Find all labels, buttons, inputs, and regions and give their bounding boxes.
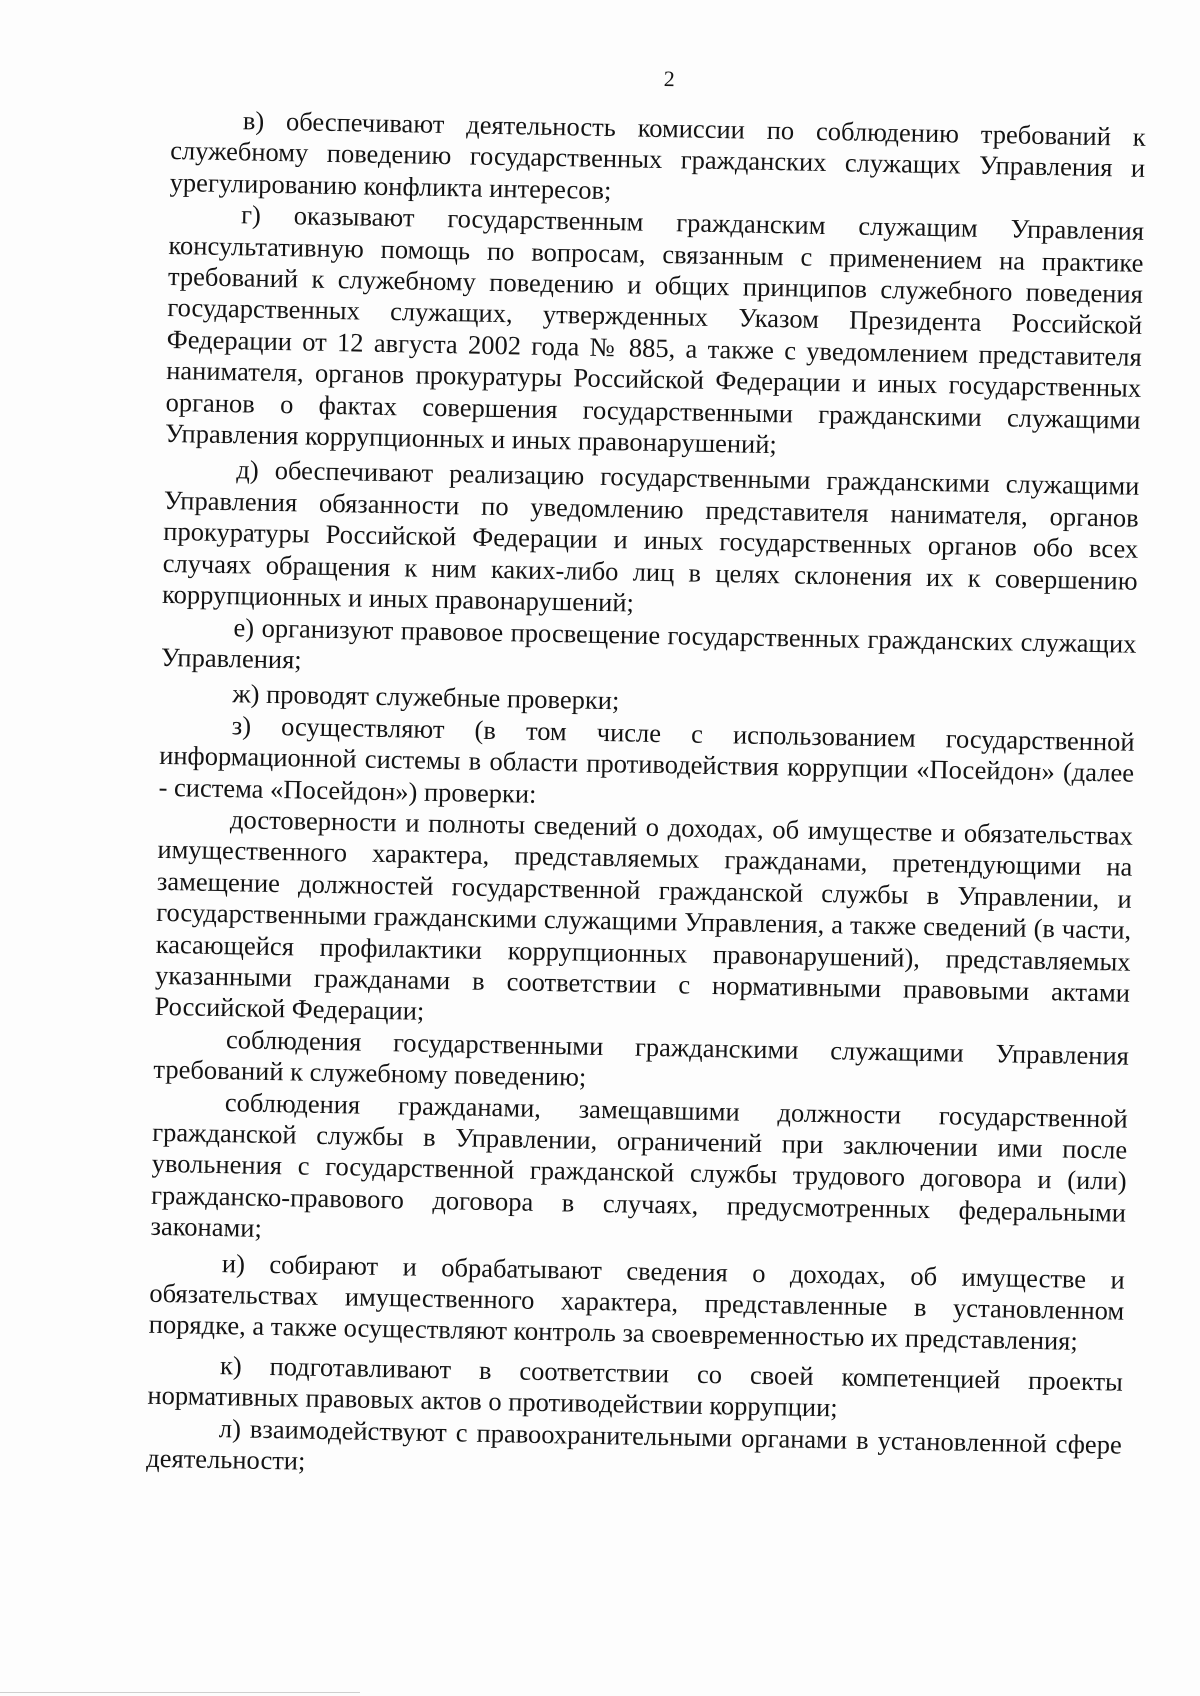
paragraph-i: и) собирают и обрабатывают сведения о доходах, об имуществе и обязательствах имущественного характера, представленные в установленном порядке, а также осуществляют контроль за своевременностью их представления; — [148, 1247, 1126, 1357]
paragraph-k: к) подготавливают в соответствии со своей компетенцией проекты нормативных правовых актов о противодействии коррупции; — [147, 1349, 1124, 1423]
paragraph-z-item-reliability: достоверности и полноты сведений о доходах, об имуществе и обязательствах имущественного характера, представляемых гражданами, претендующими на замещение должностей государственной гражданской службы в Управлении, и государственными гражданскими служащими Управления, а также сведений (в части, касающейся профилактики коррупционных правонарушений), представляемых указанными гражданами в соответствии с нормативными правовыми актами Российской Федерации; — [154, 804, 1134, 1027]
document-body — [146, 58, 1147, 1492]
paragraph-z-item-compliance-former: соблюдения гражданами, замещавшими должности государственной гражданской службы в Управлении, ограничений при заключении ими после увольнения с государственной гражданской службы трудового договора и (или) гражданско-правового договора в случаях, предусмотренных федеральными законами; — [150, 1086, 1129, 1244]
paragraph-z: з) осуществляют (в том числе с использованием государственной информационной системы в области противодействия коррупции «Посейдон» (далее - система «Посейдон») проверки: — [158, 709, 1135, 809]
paragraph-d: д) обеспечивают реализацию государственными гражданскими служащими Управления обязанности по уведомлению представителя нанимателя, органов прокуратуры Российской Федерации и иных государственных органов обо всех случаях обращения к ним каких-либо лиц в целях склонения их к совершению коррупционных и иных правонарушений; — [161, 454, 1140, 618]
paragraph-e: е) организуют правовое просвещение государственных гражданских служащих Управления; — [160, 611, 1137, 675]
scan-bottom-edge — [0, 1692, 360, 1693]
paragraph-g: г) оказывают государственным гражданским служащим Управления консультативную помощь по вопросам, связанным с применением на практике требований к служебному поведению и общих принципов служебного поведения государственных служащих, утвержденных Указом Президента Российской Федерации от 12 августа 2002 года № 885, а также с уведомлением представителя нанимателя, органов прокуратуры Российской Федерации и иных государственных органов о фактах совершения государственными гражданскими служащими Управления коррупционных и иных правонарушений; — [164, 199, 1145, 460]
paragraph-zh: ж) проводят служебные проверки; — [232, 678, 620, 716]
paragraph-z-item-compliance-servants: соблюдения государственными гражданскими служащими Управления требований к служебному поведению; — [153, 1023, 1130, 1092]
paragraph-v: в) обеспечивают деятельность комиссии по соблюдению требований к служебному поведению государственных гражданских служащих Управления и урегулированию конфликта интересов; — [169, 105, 1146, 205]
paragraph-l: л) взаимодействуют с правоохранительными органами в установленной сфере деятельности; — [146, 1412, 1123, 1476]
page-number: 2 — [663, 66, 675, 92]
